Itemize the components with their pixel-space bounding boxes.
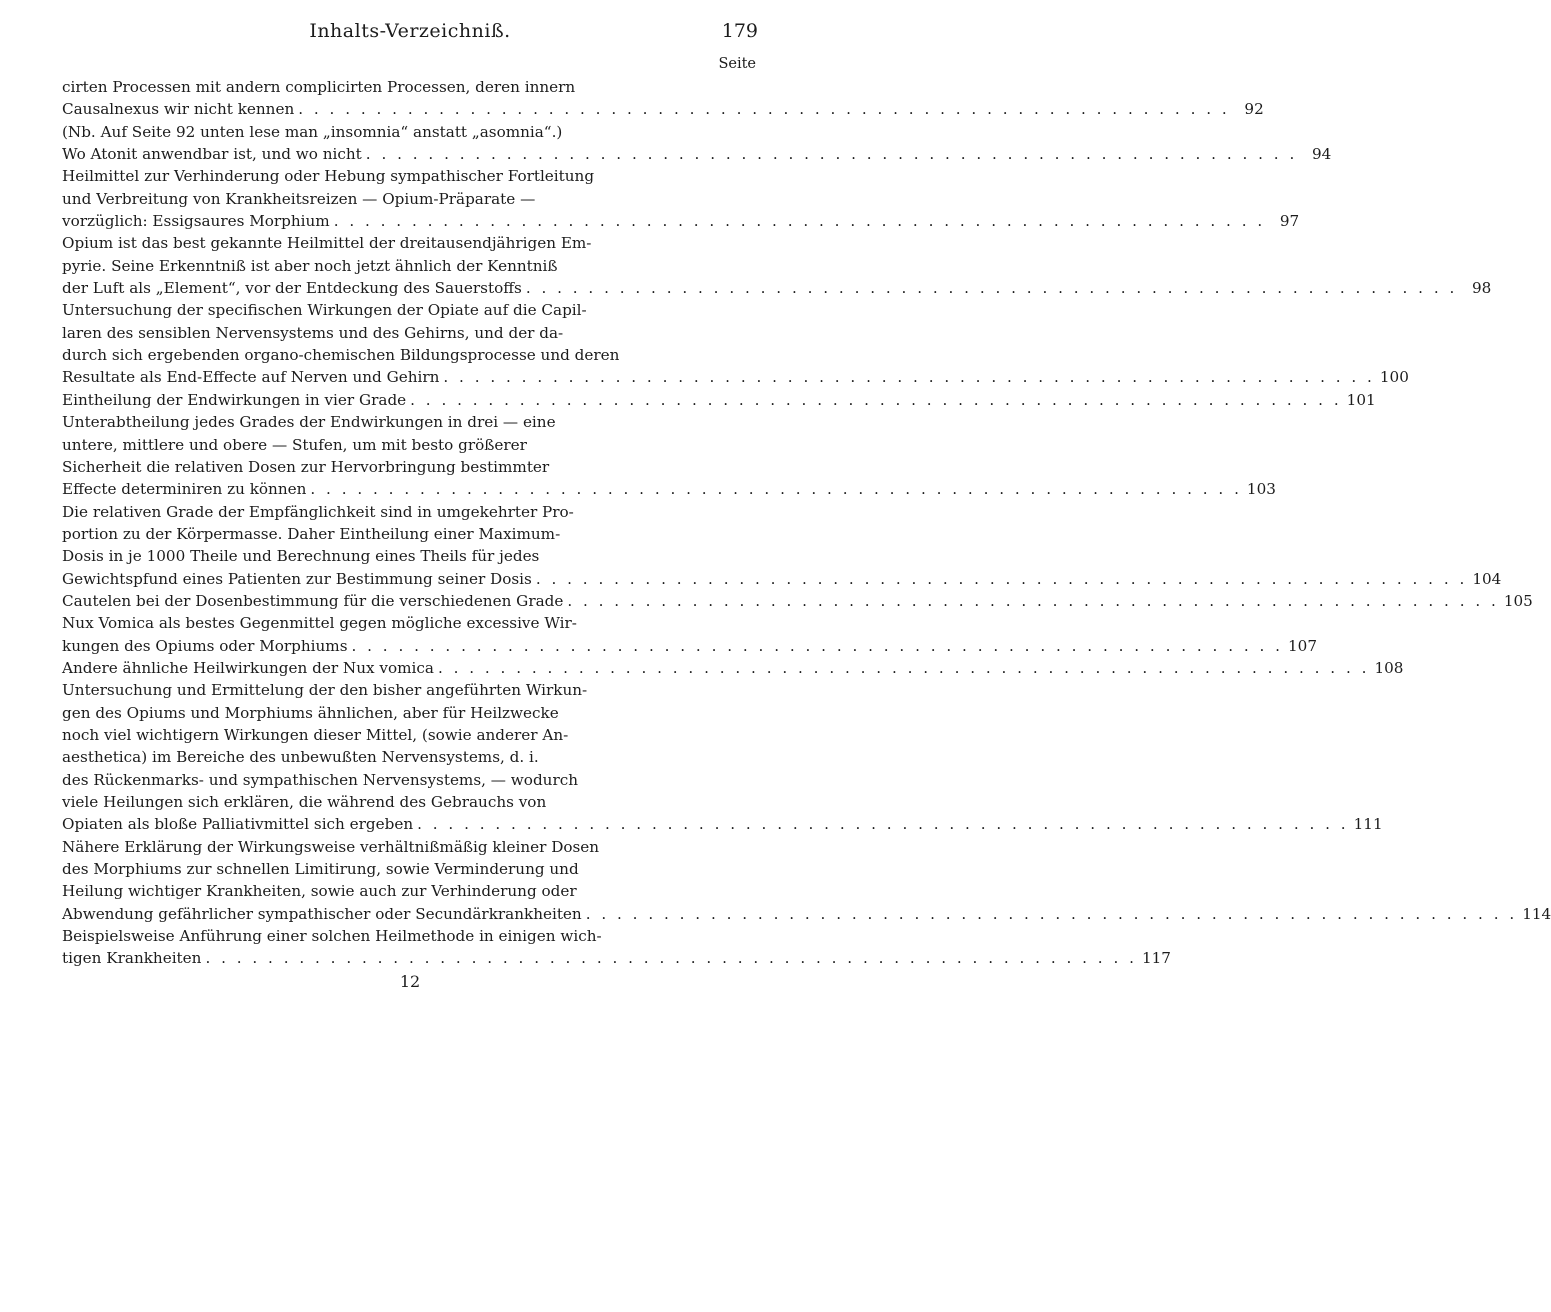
toc-entry [62, 590, 1533, 612]
dot-leader: . . . . . . . . . . . . . . . . . . . . . . . . . . . . . . . . . . . . . . . . . . . . . . . . . . . . . . . . . . . . [351, 636, 1283, 655]
toc-page-number: 107 [1288, 636, 1317, 655]
dot-leader: . . . . . . . . . . . . . . . . . . . . . . . . . . . . . . . . . . . . . . . . . . . . . . . . . . . . . . . . . . . . [525, 279, 1458, 298]
page [62, 14, 1551, 991]
toc-entry-last-line [62, 903, 1551, 925]
page-column-label: Seite [718, 56, 756, 72]
page-number: 179 [721, 20, 758, 42]
toc-entry-line: tigen Krankheiten [62, 949, 202, 968]
toc-entry-last-line [62, 389, 1376, 411]
toc-entry-line: Cautelen bei der Dosenbestimmung für die verschiedenen Grade [62, 591, 564, 610]
toc-entry [62, 121, 1332, 166]
toc-entry-line: cirten Processen mit andern complicirten Processen, deren innern [62, 78, 576, 96]
toc-entry [62, 299, 1409, 388]
toc-page-number: 105 [1503, 591, 1533, 610]
toc-entry-line: kungen des Opiums oder Morphiums [62, 636, 348, 655]
toc-entry-last-line [62, 277, 1492, 299]
toc-page-number: 104 [1472, 569, 1502, 588]
toc-page-number: 100 [1379, 368, 1409, 387]
dot-leader: . . . . . . . . . . . . . . . . . . . . . . . . . . . . . . . . . . . . . . . . . . . . . . . . . . . . . . . . . . . . [567, 591, 1499, 610]
toc-entry-line: Wo Atonit anwendbar ist, und wo nicht [62, 145, 362, 164]
dot-leader: . . . . . . . . . . . . . . . . . . . . . . . . . . . . . . . . . . . . . . . . . . . . . . . . . . . . . . . . . . . . [365, 145, 1298, 164]
toc-entry [62, 679, 1383, 835]
toc-entry-line: untere, mittlere und obere — Stufen, um mit besto größerer [62, 435, 527, 454]
toc-entry-last-line [62, 657, 1404, 679]
toc-entry-line: gen des Opiums und Morphiums ähnlichen, aber für Heilzwecke [62, 703, 559, 722]
table-of-contents [62, 76, 1551, 970]
toc-entry-last-line [62, 478, 1276, 500]
toc-entry-last-line [62, 143, 1332, 165]
toc-entry-line: Die relativen Grade der Empfänglichkeit sind in umgekehrter Pro- [62, 502, 574, 521]
toc-entry-line: des Rückenmarks- und sympathischen Nervensystems, — wodurch [62, 770, 578, 789]
dot-leader: . . . . . . . . . . . . . . . . . . . . . . . . . . . . . . . . . . . . . . . . . . . . . . . . . . . . . . . . . . . . [310, 480, 1242, 499]
toc-page-number: 117 [1141, 949, 1171, 968]
toc-page-number: 114 [1522, 904, 1551, 923]
toc-page-number: 108 [1374, 658, 1404, 677]
toc-entry-line: Opiaten als bloße Palliativmittel sich ergeben [62, 815, 414, 834]
signature-mark: 12 [399, 971, 421, 991]
toc-entry-line: vorzüglich: Essigsaures Morphium [62, 212, 330, 231]
toc-entry-line: Heilung wichtiger Krankheiten, sowie auch zur Verhinderung oder [62, 882, 577, 901]
toc-entry-line: Untersuchung und Ermittelung der den bisher angeführten Wirkun- [62, 681, 588, 700]
toc-entry [62, 232, 1492, 299]
toc-page-number: 103 [1246, 480, 1276, 499]
toc-entry-last-line [62, 590, 1533, 612]
toc-page-number: 98 [1471, 279, 1492, 298]
dot-leader: . . . . . . . . . . . . . . . . . . . . . . . . . . . . . . . . . . . . . . . . . . . . . . . . . . . . . . . . . . . . [205, 949, 1137, 968]
dot-leader: . . . . . . . . . . . . . . . . . . . . . . . . . . . . . . . . . . . . . . . . . . . . . . . . . . . . . . . . . . . . [535, 569, 1468, 588]
toc-entry-line: Nähere Erklärung der Wirkungsweise verhältnißmäßig kleiner Dosen [62, 837, 600, 856]
dot-leader: . . . . . . . . . . . . . . . . . . . . . . . . . . . . . . . . . . . . . . . . . . . . . . . . . . . . . . . . . . . . [333, 212, 1266, 231]
toc-entry-line: Gewichtspfund eines Patienten zur Bestimmung seiner Dosis [62, 569, 532, 588]
toc-entry-last-line [62, 635, 1317, 657]
toc-entry-last-line [62, 947, 1171, 969]
running-head [62, 14, 758, 44]
toc-entry [62, 925, 1171, 970]
toc-entry-line: Eintheilung der Endwirkungen in vier Grade [62, 390, 407, 409]
toc-entry-line: Opium ist das best gekannte Heilmittel der dreitausendjährigen Em- [62, 234, 592, 253]
dot-leader: . . . . . . . . . . . . . . . . . . . . . . . . . . . . . . . . . . . . . . . . . . . . . . . . . . . . . . . . . . . . [443, 368, 1375, 387]
toc-entry-line: Sicherheit die relativen Dosen zur Hervorbringung bestimmter [62, 457, 550, 476]
dot-leader: . . . . . . . . . . . . . . . . . . . . . . . . . . . . . . . . . . . . . . . . . . . . . . . . . . . . . . . . . . . . [410, 390, 1342, 409]
toc-entry-line: Andere ähnliche Heilwirkungen der Nux vomica [62, 658, 434, 677]
toc-page-number: 111 [1353, 815, 1383, 834]
toc-entry-line: laren des sensiblen Nervensystems und des Gehirns, und der da- [62, 323, 564, 342]
toc-page-number: 92 [1244, 100, 1264, 119]
toc-entry-line: noch viel wichtigern Wirkungen dieser Mittel, (sowie anderer An- [62, 725, 569, 744]
toc-entry-line: Dosis in je 1000 Theile und Berechnung eines Theils für jedes [62, 547, 540, 566]
dot-leader: . . . . . . . . . . . . . . . . . . . . . . . . . . . . . . . . . . . . . . . . . . . . . . . . . . . . . . . . . . . . [298, 100, 1230, 119]
toc-entry [62, 165, 1300, 232]
toc-entry-line: viele Heilungen sich erklären, die während des Gebrauchs von [62, 793, 547, 811]
toc-page-number: 97 [1279, 212, 1300, 231]
toc-entry-line: Abwendung gefährlicher sympathischer oder Secundärkrankheiten [62, 904, 582, 923]
toc-entry-line: Causalnexus wir nicht kennen [62, 100, 295, 119]
toc-entry-line: des Morphiums zur schnellen Limitirung, sowie Verminderung und [62, 860, 579, 879]
toc-entry [62, 411, 1276, 500]
toc-entry-line: aesthetica) im Bereiche des unbewußten Nervensystems, d. i. [62, 748, 539, 767]
toc-entry-line: Untersuchung der specifischen Wirkungen der Opiate auf die Capil- [62, 301, 587, 320]
toc-entry [62, 76, 1264, 121]
toc-entry-line: portion zu der Körpermasse. Daher Eintheilung einer Maximum- [62, 524, 561, 543]
toc-page-number: 94 [1311, 145, 1332, 164]
toc-entry-last-line [62, 366, 1409, 388]
toc-entry-line: Unterabtheilung jedes Grades der Endwirkungen in drei — eine [62, 413, 556, 432]
dot-leader: . . . . . . . . . . . . . . . . . . . . . . . . . . . . . . . . . . . . . . . . . . . . . . . . . . . . . . . . . . . . [437, 658, 1370, 677]
toc-entry-last-line [62, 98, 1264, 120]
toc-entry-line: der Luft als „Element“, vor der Entdeckung des Sauerstoffs [62, 279, 522, 298]
toc-entry [62, 501, 1502, 590]
toc-entry-last-line [62, 210, 1300, 232]
running-title: Inhalts-Verzeichniß. [309, 20, 511, 42]
toc-entry-line: durch sich ergebenden organo-chemischen Bildungsprocesse und deren [62, 346, 620, 365]
toc-entry-line: und Verbreitung von Krankheitsreizen — Opium-Präparate — [62, 189, 536, 208]
toc-entry-line: Resultate als End-Effecte auf Nerven und Gehirn [62, 368, 440, 387]
toc-page-number: 101 [1346, 390, 1376, 409]
dot-leader: . . . . . . . . . . . . . . . . . . . . . . . . . . . . . . . . . . . . . . . . . . . . . . . . . . . . . . . . . . . . [585, 904, 1518, 923]
toc-entry-line: Nux Vomica als bestes Gegenmittel gegen mögliche excessive Wir- [62, 614, 577, 633]
toc-entry-line: (Nb. Auf Seite 92 unten lese man „insomnia“ anstatt „asomnia“.) [62, 122, 563, 141]
toc-entry [62, 612, 1317, 657]
toc-entry-line: Heilmittel zur Verhinderung oder Hebung sympathischer Fortleitung [62, 167, 595, 186]
toc-entry-line: Effecte determiniren zu können [62, 480, 307, 499]
toc-entry [62, 389, 1376, 411]
toc-entry [62, 836, 1551, 925]
toc-entry-last-line [62, 813, 1383, 835]
toc-entry-line: Beispielsweise Anführung einer solchen Heilmethode in einigen wich- [62, 927, 602, 946]
toc-entry-line: pyrie. Seine Erkenntniß ist aber noch jetzt ähnlich der Kenntniß [62, 256, 558, 275]
toc-entry-last-line [62, 568, 1502, 590]
dot-leader: . . . . . . . . . . . . . . . . . . . . . . . . . . . . . . . . . . . . . . . . . . . . . . . . . . . . . . . . . . . . [417, 815, 1349, 834]
toc-entry [62, 657, 1404, 679]
